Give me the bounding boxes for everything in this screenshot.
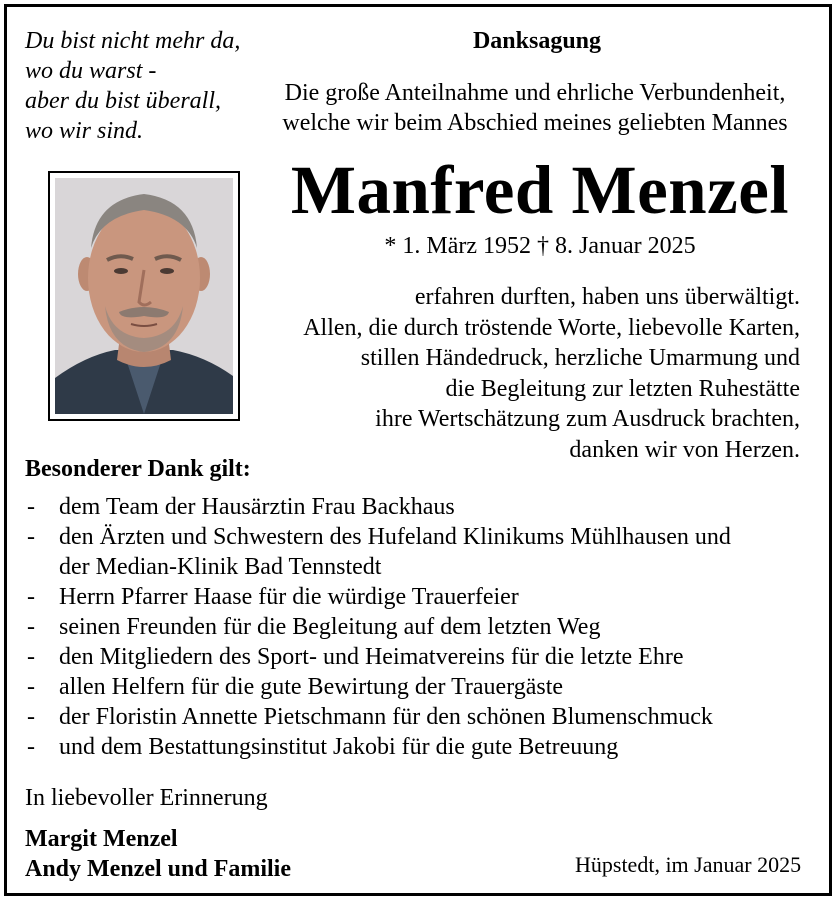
- place-date: Hüpstedt, im Januar 2025: [575, 852, 802, 877]
- special-thanks-title: Besonderer Dank gilt:: [25, 456, 251, 482]
- list-item-text: den Ärzten und Schwestern des Hufeland Klinikums Mühlhausen und: [59, 524, 731, 550]
- closing-line: In liebevoller Erinnerung: [25, 785, 268, 811]
- life-dates: * 1. März 1952 † 8. Januar 2025: [384, 233, 696, 259]
- list-item: [25, 642, 815, 672]
- list-item: [25, 732, 815, 762]
- thanks-line: erfahren durften, haben uns überwältigt.: [414, 284, 800, 310]
- dash-marker: -: [27, 704, 35, 730]
- list-item: [25, 612, 815, 642]
- list-item-text: dem Team der Hausärztin Frau Backhaus: [59, 494, 455, 520]
- list-item: [25, 522, 815, 582]
- list-item: [25, 672, 815, 702]
- signers: [25, 824, 291, 884]
- poem-line: wo du warst -: [25, 58, 157, 84]
- intro-line: Die große Anteilnahme und ehrliche Verbundenheit,: [284, 80, 786, 106]
- thanks-line: die Begleitung zur letzten Ruhestätte: [445, 375, 800, 402]
- dash-marker: -: [27, 734, 35, 760]
- list-item-text: den Mitgliedern des Sport- und Heimatvereins für die letzte Ehre: [59, 644, 684, 670]
- signer-name: Margit Menzel: [25, 826, 178, 852]
- thanks-text: [240, 282, 800, 465]
- thanks-line: ihre Wertschätzung zum Ausdruck brachten,: [375, 406, 800, 432]
- list-item-text: der Median-Klinik Bad Tennstedt: [59, 554, 382, 580]
- list-item: [25, 702, 815, 732]
- signer-name: Andy Menzel und Familie: [25, 856, 292, 882]
- dash-marker: -: [27, 494, 35, 520]
- list-item-text: allen Helfern für die gute Bewirtung der Trauergäste: [59, 674, 564, 700]
- thanks-line: danken wir von Herzen.: [569, 436, 800, 463]
- dash-marker: -: [27, 584, 35, 610]
- poem-line: aber du bist überall,: [25, 88, 221, 114]
- list-item-text: seinen Freunden für die Begleitung auf dem letzten Weg: [59, 614, 601, 640]
- poem-line: wo wir sind.: [25, 118, 144, 144]
- list-item-text: der Floristin Annette Pietschmann für den schönen Blumenschmuck: [59, 704, 713, 730]
- list-item-text: Herrn Pfarrer Haase für die würdige Trauerfeier: [59, 584, 519, 610]
- intro-text: [250, 78, 820, 138]
- list-item: [25, 492, 815, 522]
- special-thanks-list: [25, 492, 815, 762]
- intro-line: welche wir beim Abschied meines geliebten Mannes: [282, 110, 788, 136]
- portrait-frame: [48, 171, 240, 421]
- portrait-photo: [55, 178, 233, 414]
- heading: Danksagung: [472, 28, 602, 54]
- dash-marker: -: [27, 644, 35, 670]
- list-item: [25, 582, 815, 612]
- poem-line: Du bist nicht mehr da,: [25, 28, 241, 54]
- deceased-name: Manfred Menzel: [290, 152, 790, 228]
- thanks-line: stillen Händedruck, herzliche Umarmung und: [360, 345, 800, 371]
- thanks-line: Allen, die durch tröstende Worte, liebevolle Karten,: [303, 314, 800, 341]
- list-item-text: und dem Bestattungsinstitut Jakobi für die gute Betreuung: [59, 734, 619, 760]
- dash-marker: -: [27, 614, 35, 640]
- dash-marker: -: [27, 524, 35, 550]
- poem: [25, 26, 240, 146]
- dash-marker: -: [27, 674, 35, 700]
